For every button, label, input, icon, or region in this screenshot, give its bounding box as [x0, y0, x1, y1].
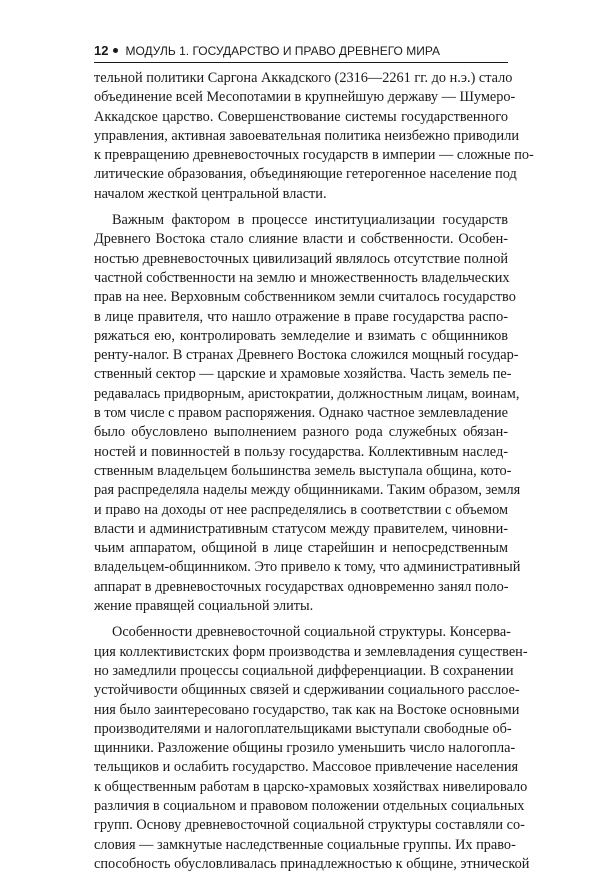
text-line: ния было заинтересовано государство, так как на Востоке основными — [94, 701, 520, 718]
text-line: ция коллективистских форм производства и землевладения существен- — [94, 643, 528, 660]
text-line: аппарат в древневосточных государствах одновременно занял поло- — [94, 578, 509, 595]
body-text — [94, 69, 534, 874]
text-line: в лице правителя, что нашло отражение в праве государства распо- — [94, 308, 508, 325]
text-line: ностей и повинностей в пользу государства. Коллективным наслед- — [94, 443, 508, 460]
header-rule — [94, 62, 508, 63]
paragraph-gap — [94, 204, 508, 211]
text-line: чьим аппаратом, общиной в лице старейшин и непосредственным — [94, 540, 508, 557]
text-line: тельщиков и ослабить государство. Массовое привлечение населения — [94, 759, 519, 776]
text-line: было обусловлено выполнением разного рода служебных обязан- — [94, 424, 508, 441]
text-line: различия в социальном и правовом положении отдельных социальных — [94, 797, 525, 814]
paragraph-gap — [94, 616, 508, 623]
running-header — [94, 44, 508, 58]
paragraph-p3 — [94, 623, 530, 874]
text-line: Аккадское царство. Совершенствование системы государственного — [94, 108, 508, 125]
text-line: частной собственности на землю и множественность владельческих — [94, 269, 510, 286]
text-line: рая распределяла наделы между общинниками. Таким образом, земля — [94, 482, 521, 499]
text-line: к общественным работам в царско-храмовых хозяйствах нивелировало — [94, 778, 528, 795]
text-line: тельной политики Саргона Аккадского (2316—2261 гг. до н.э.) стало — [94, 70, 513, 86]
text-line: устойчивости общинных связей и сдерживании социального расслое- — [94, 682, 520, 699]
text-line: Особенности древневосточной социальной структуры. Консерва- — [112, 624, 511, 641]
text-line: производителями и налогоплательщиками выступали свободные об- — [94, 720, 512, 737]
text-line: ностью древневосточных цивилизаций являлось отсутствие полной — [94, 250, 508, 267]
text-line: ренту-налог. В странах Древнего Востока сложился мощный государ- — [94, 347, 519, 364]
text-line: управления, активная завоевательная политика неизбежно приводили — [94, 127, 519, 144]
text-line: Древнего Востока стало слияние власти и собственности. Особен- — [94, 231, 508, 248]
text-line: власти и административным статусом между правителем, чиновни- — [94, 520, 508, 537]
text-line: жение правящей социальной элиты. — [94, 598, 314, 615]
text-line: и право на доходы от нее распределялись в соответствии с объемом — [94, 501, 508, 518]
text-line: способность обусловливалась принадлежностью к общине, этнической — [94, 855, 530, 872]
text-line: ряжаться ею, контролировать земледелие и взимать с общинников — [94, 327, 508, 344]
running-title: МОДУЛЬ 1. ГОСУДАРСТВО И ПРАВО ДРЕВНЕГО МИРА — [125, 44, 441, 58]
text-line: прав на нее. Верховным собственником земли считалось государство — [94, 289, 516, 306]
text-line: в том числе с правом распоряжения. Однако частное землевладение — [94, 405, 508, 422]
text-line: к превращению древневосточных государств в империи — сложные по- — [94, 147, 534, 164]
text-line: словия — замкнутые наследственные социальные группы. Их право- — [94, 836, 516, 853]
text-line: ственным владельцем большинства земель выступала община, кото- — [94, 462, 512, 479]
text-line: щинники. Разложение общины грозило уменьшить число налогопла- — [94, 740, 516, 757]
paragraph-p2 — [94, 211, 521, 616]
text-line: Важным фактором в процессе институциализации государств — [112, 212, 508, 229]
paragraph-p1 — [94, 69, 534, 204]
text-line: объединение всей Месопотамии в крупнейшую державу — Шумеро- — [94, 89, 516, 106]
text-line: редавалась придворным, аристократии, должностным лицам, воинам, — [94, 385, 520, 402]
bullet-icon — [113, 48, 118, 53]
text-line: групп. Основу древневосточной социальной структуры составляли со- — [94, 817, 525, 834]
text-line: литические образования, объединяющие гетерогенное население под — [94, 166, 517, 183]
page-number: 12 — [94, 43, 109, 58]
text-line: владельцем-общинником. Это привело к тому, что административный — [94, 559, 521, 576]
text-line: но замедлили процессы социальной дифференциации. В сохранении — [94, 662, 514, 679]
text-line: ственный сектор — царские и храмовые хозяйства. Часть земель пе- — [94, 366, 512, 383]
text-line: началом жесткой центральной власти. — [94, 185, 327, 202]
